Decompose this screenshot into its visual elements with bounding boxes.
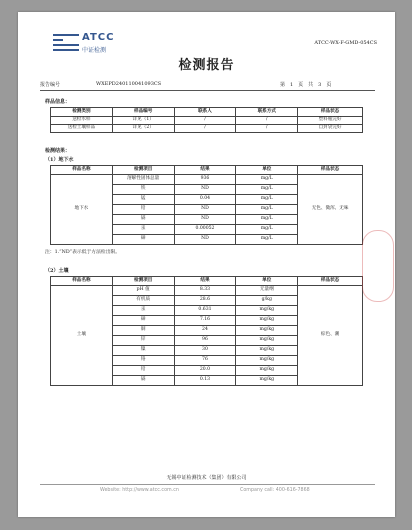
table-cell: 详见（1） (112, 117, 174, 125)
table-cell: / (236, 125, 298, 133)
results-heading: 检测结果： (45, 148, 71, 154)
table-cell: 铅 (112, 366, 174, 376)
page-title: 检测报告 (178, 58, 235, 73)
table-cell: 自封袋完好 (298, 125, 363, 133)
table-cell: ND (174, 205, 236, 215)
footer-phone: Company call: 400-616-7868 (240, 488, 310, 493)
table-cell: pH 值 (112, 286, 174, 296)
table-cell: mg/kg (236, 326, 298, 336)
column-header: 样品编号 (112, 108, 174, 117)
table-cell: 汞 (112, 306, 174, 316)
table-cell: mg/L (236, 205, 298, 215)
sample-info-table (50, 107, 363, 133)
report-no: WXEPD240110041093CS (96, 81, 162, 87)
table-cell: 936 (174, 175, 236, 185)
table-cell: mg/kg (236, 316, 298, 326)
table-cell: / (236, 117, 298, 125)
table-cell: mg/kg (236, 366, 298, 376)
table-cell: / (174, 117, 236, 125)
table-row (51, 175, 363, 185)
table-cell: 0.00052 (174, 225, 236, 235)
table-cell: 砷 (112, 316, 174, 326)
column-header: 结果 (174, 277, 236, 286)
sample-state-cell: 棕色、潮 (298, 286, 363, 386)
table-cell: 镉 (112, 215, 174, 225)
column-header: 联系方式 (236, 108, 298, 117)
table-row (51, 117, 363, 125)
table-cell: mg/L (236, 235, 298, 245)
column-header: 检测项目 (112, 277, 174, 286)
column-header: 样品状态 (298, 277, 363, 286)
table-cell: mg/L (236, 225, 298, 235)
table-cell: ND (174, 235, 236, 245)
column-header: 样品名称 (51, 277, 113, 286)
logo-subtitle: 中证检测 (82, 47, 107, 54)
table-cell: 锌 (112, 336, 174, 346)
column-header: 联系人 (174, 108, 236, 117)
table-cell: mg/kg (236, 346, 298, 356)
table-cell: mg/L (236, 185, 298, 195)
table-cell: mg/L (236, 195, 298, 205)
soil-table (50, 276, 363, 386)
table-cell: 7.16 (174, 316, 236, 326)
table-cell: mg/kg (236, 306, 298, 316)
report-page (18, 12, 395, 517)
column-header: 检测项目 (112, 166, 174, 175)
report-no-label: 报告编号 (40, 82, 61, 88)
seal-stamp (362, 230, 394, 302)
table-cell: mg/L (236, 175, 298, 185)
table-cell: 24 (174, 326, 236, 336)
table-row (51, 125, 363, 133)
table-cell: mg/kg (236, 376, 298, 386)
table-cell: 76 (174, 356, 236, 366)
table-cell: 无量纲 (236, 286, 298, 296)
table-cell: 铬 (112, 356, 174, 366)
soil-heading: （2）土壤 (45, 268, 69, 274)
column-header: 样品状态 (298, 166, 363, 175)
table-cell: g/kg (236, 296, 298, 306)
column-header: 检测类别 (51, 108, 113, 117)
table-cell: 铅 (112, 205, 174, 215)
groundwater-table (50, 165, 363, 245)
table-cell: 0.04 (174, 195, 236, 205)
table-cell: 铜 (112, 326, 174, 336)
table-cell: 砷 (112, 235, 174, 245)
column-header: 单位 (236, 277, 298, 286)
table-cell: 有机质 (112, 296, 174, 306)
groundwater-heading: （1）地下水 (45, 157, 74, 163)
column-header: 样品状态 (298, 108, 363, 117)
table-cell: 0.631 (174, 306, 236, 316)
header-divider (40, 90, 375, 91)
table-cell: 镉 (112, 376, 174, 386)
table-cell: mg/L (236, 215, 298, 225)
sample-name-cell: 地下水 (51, 175, 113, 245)
logo-icon (53, 34, 79, 52)
table-cell: 30 (174, 346, 236, 356)
table-cell: 铁 (112, 185, 174, 195)
footer-divider (40, 484, 375, 485)
column-header: 单位 (236, 166, 298, 175)
table-cell: 汞 (112, 225, 174, 235)
table-cell: 28.6 (174, 296, 236, 306)
logo-text: ATCC (82, 32, 115, 43)
table-cell: 20.0 (174, 366, 236, 376)
page-info: 第 1 页 共 3 页 (280, 82, 332, 88)
table-cell: 溶解性固体总量 (112, 175, 174, 185)
table-cell: 送检水样 (51, 117, 113, 125)
column-header: 结果 (174, 166, 236, 175)
sample-state-cell: 无色、微浑、无味 (298, 175, 363, 245)
table-cell: 详见（2） (112, 125, 174, 133)
table-cell: / (174, 125, 236, 133)
table-cell: 塑料瓶完好 (298, 117, 363, 125)
column-header: 样品名称 (51, 166, 113, 175)
footer-company: 无锡中证检测技术（集团）有限公司 (166, 475, 247, 481)
table-cell: 镍 (112, 346, 174, 356)
table-row (51, 286, 363, 296)
table-cell: 8.33 (174, 286, 236, 296)
table-cell: ND (174, 185, 236, 195)
table-cell: 0.13 (174, 376, 236, 386)
table-cell: 送检土壤样品 (51, 125, 113, 133)
table-cell: 96 (174, 336, 236, 346)
table-cell: mg/kg (236, 356, 298, 366)
footer-website: Website: http://www.atcc.com.cn (100, 488, 179, 493)
table-cell: 锰 (112, 195, 174, 205)
footnote: 注：1.“ND”表示低于方法检出限。 (45, 250, 121, 255)
document-code: ATCC-WX-F-GMD-054CS (314, 40, 377, 46)
table-cell: ND (174, 215, 236, 225)
sample-name-cell: 土壤 (51, 286, 113, 386)
sample-info-heading: 样品信息： (45, 99, 71, 105)
table-cell: mg/kg (236, 336, 298, 346)
